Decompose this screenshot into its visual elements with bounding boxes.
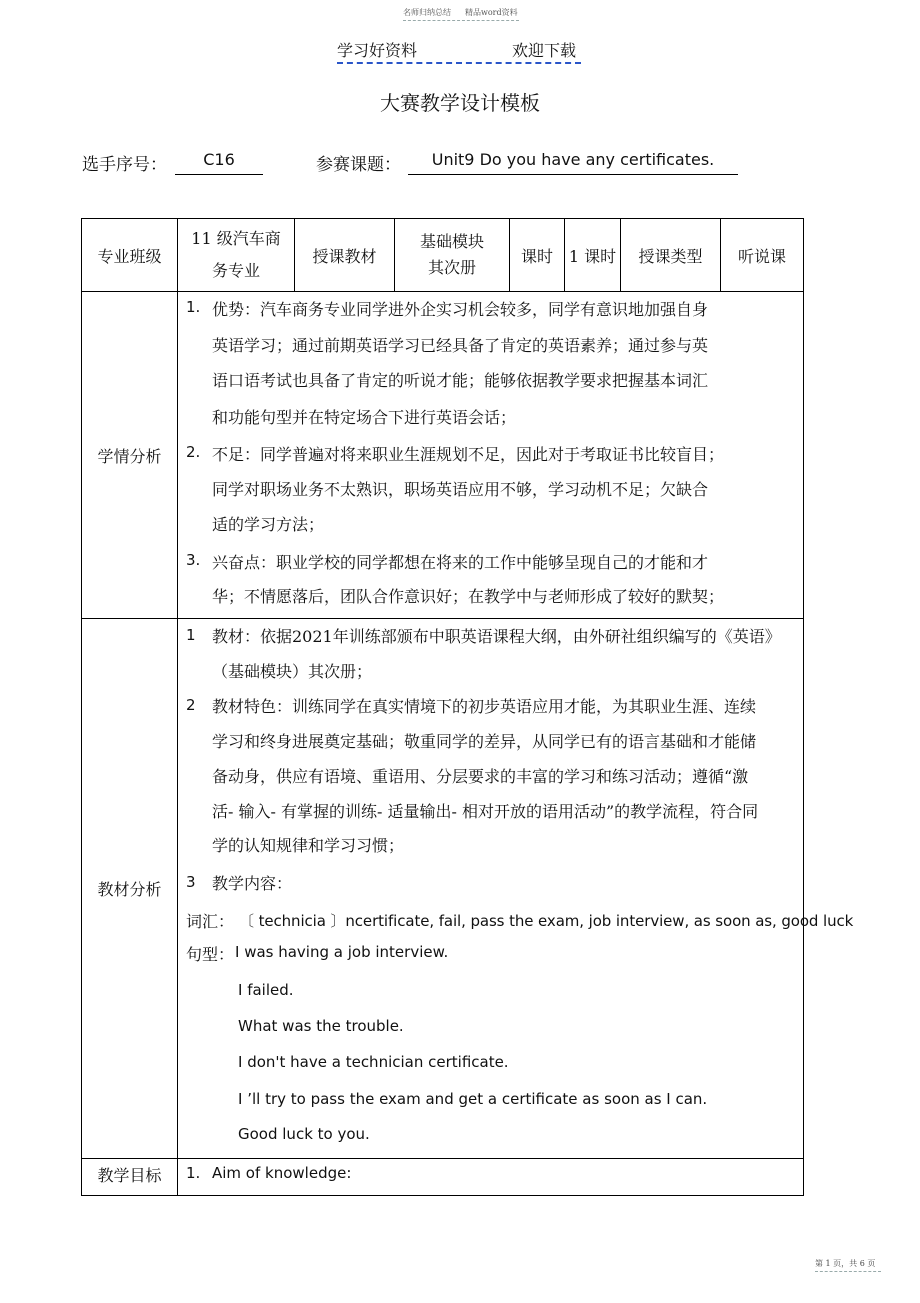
student-analysis-row xyxy=(82,292,804,619)
sentence-2: I failed. xyxy=(238,981,294,999)
header-right-text: 欢迎下载 xyxy=(512,41,577,60)
student-analysis-content xyxy=(178,292,804,619)
sa-item-2-line-2: 同学对职场业务不太熟识，职场英语应用不够，学习动机不足；欠缺合 xyxy=(212,480,709,499)
textbook-line-1: 基础模块 xyxy=(419,232,484,251)
sa-item-1-line-1: 优势：汽车商务专业同学进外企实习机会较多，同学有意识地加强自身 xyxy=(212,300,709,319)
major-class-value xyxy=(178,219,295,292)
student-analysis-label: 学情分析 xyxy=(82,292,178,619)
sentence-1: I was having a job interview. xyxy=(235,943,449,961)
footer-divider xyxy=(815,1271,881,1272)
objectives-label: 教学目标 xyxy=(82,1159,178,1196)
sa-item-3-line-1: 兴奋点：职业学校的同学都想在将来的工作中能够呈现自己的才能和才 xyxy=(212,553,709,572)
sa-item-1-line-2: 英语学习；通过前期英语学习已经具备了肯定的英语素养；通过参与英 xyxy=(212,336,709,355)
sentence-3: What was the trouble. xyxy=(238,1017,404,1035)
vocabulary-label: 词汇： xyxy=(186,912,235,931)
major-class-label: 专业班级 xyxy=(82,219,178,292)
top-watermark-note xyxy=(403,7,518,18)
top-note-divider xyxy=(403,20,519,21)
header-divider xyxy=(337,62,581,64)
ta-item-1-number: 1 xyxy=(186,626,196,644)
sa-item-3-number: 3. xyxy=(186,551,201,569)
top-note-right: 精品word资料 xyxy=(465,8,518,17)
lesson-plan-table xyxy=(81,218,854,1196)
major-class-line-1: 11 级汽车商 xyxy=(191,229,281,248)
objective-1-number: 1. xyxy=(186,1164,201,1182)
contestant-label: 选手序号： xyxy=(82,155,167,175)
major-class-line-2: 务专业 xyxy=(211,261,260,280)
page-header xyxy=(337,38,582,61)
contestant-underline xyxy=(175,174,263,175)
document-title: 大赛教学设计模板 xyxy=(380,91,540,115)
ta-item-2-line-4: 活- 输入- 有掌握的训练- 适量输出- 相对开放的语用活动”的教学流程，符合同 xyxy=(212,802,759,821)
ta-item-1-line-1: 教材：依据2021年训练部颁布中职英语课程大纲，由外研社组织编写的《英语》 xyxy=(212,627,781,646)
ta-item-2-number: 2 xyxy=(186,696,196,714)
textbook-analysis-row xyxy=(82,619,804,1159)
textbook-analysis-label: 教材分析 xyxy=(82,619,178,1159)
ta-item-2-line-5: 学的认知规律和学习习惯； xyxy=(212,836,405,855)
ta-item-2-line-1: 教材特色：训练同学在真实情境下的初步英语应用才能，为其职业生涯、连续 xyxy=(212,697,757,716)
sentence-5: I ’ll try to pass the exam and get a certificate as soon as I can. xyxy=(238,1090,708,1108)
objectives-row xyxy=(82,1159,804,1196)
textbook-line-2: 其次册 xyxy=(427,258,476,277)
ta-item-3-line-1: 教学内容： xyxy=(212,874,293,893)
sa-item-3-line-2: 华；不情愿落后，团队合作意识好；在教学中与老师形成了较好的默契； xyxy=(212,587,725,606)
lesson-type-value: 听说课 xyxy=(721,219,804,292)
objectives-content xyxy=(178,1159,804,1196)
topic-underline xyxy=(408,174,738,175)
sa-item-2-line-3: 适的学习方法； xyxy=(212,515,325,534)
hours-label: 课时 xyxy=(510,219,565,292)
topic-label: 参赛课题： xyxy=(316,155,401,175)
sa-item-1-line-4: 和功能句型并在特定场合下进行英语会话； xyxy=(212,408,517,427)
sa-item-1-line-3: 语口语考试也具备了肯定的听说才能；能够依据教学要求把握基本词汇 xyxy=(212,371,709,390)
header-left-text: 学习好资料 xyxy=(337,41,418,60)
top-note-left: 名师归纳总结 xyxy=(403,8,451,17)
sa-item-1-number: 1. xyxy=(186,298,201,316)
topic-value: Unit9 Do you have any certificates. xyxy=(431,150,715,169)
objective-1-text: Aim of knowledge: xyxy=(212,1164,352,1182)
sentence-6: Good luck to you. xyxy=(238,1125,370,1143)
sa-item-2-line-1: 不足：同学普遍对将来职业生涯规划不足，因此对于考取证书比较盲目； xyxy=(212,445,725,464)
page-number-footer: 第 1 页，共 6 页 xyxy=(815,1259,876,1268)
ta-item-3-number: 3 xyxy=(186,873,196,891)
textbook-analysis-content xyxy=(178,619,854,1159)
lesson-type-label: 授课类型 xyxy=(621,219,721,292)
sentence-4: I don't have a technician certificate. xyxy=(238,1053,509,1071)
vocabulary-text: 〔 technicia 〕ncertificate, fail, pass the exam, job interview, as soon as, good luck xyxy=(239,912,854,930)
ta-item-1-line-2: （基础模块）其次册； xyxy=(212,662,373,681)
contestant-value: C16 xyxy=(203,150,235,169)
ta-item-2-line-2: 学习和终身进展奠定基础；敬重同学的差异，从同学已有的语言基础和才能储 xyxy=(212,732,757,751)
sentence-label: 句型： xyxy=(186,945,235,964)
textbook-value xyxy=(395,219,510,292)
sa-item-2-number: 2. xyxy=(186,443,201,461)
header-row xyxy=(82,219,804,292)
hours-value: 1 课时 xyxy=(565,219,621,292)
ta-item-2-line-3: 备动身，供应有语境、重语用、分层要求的丰富的学习和练习活动；遵循“激 xyxy=(212,767,749,786)
textbook-label: 授课教材 xyxy=(295,219,395,292)
